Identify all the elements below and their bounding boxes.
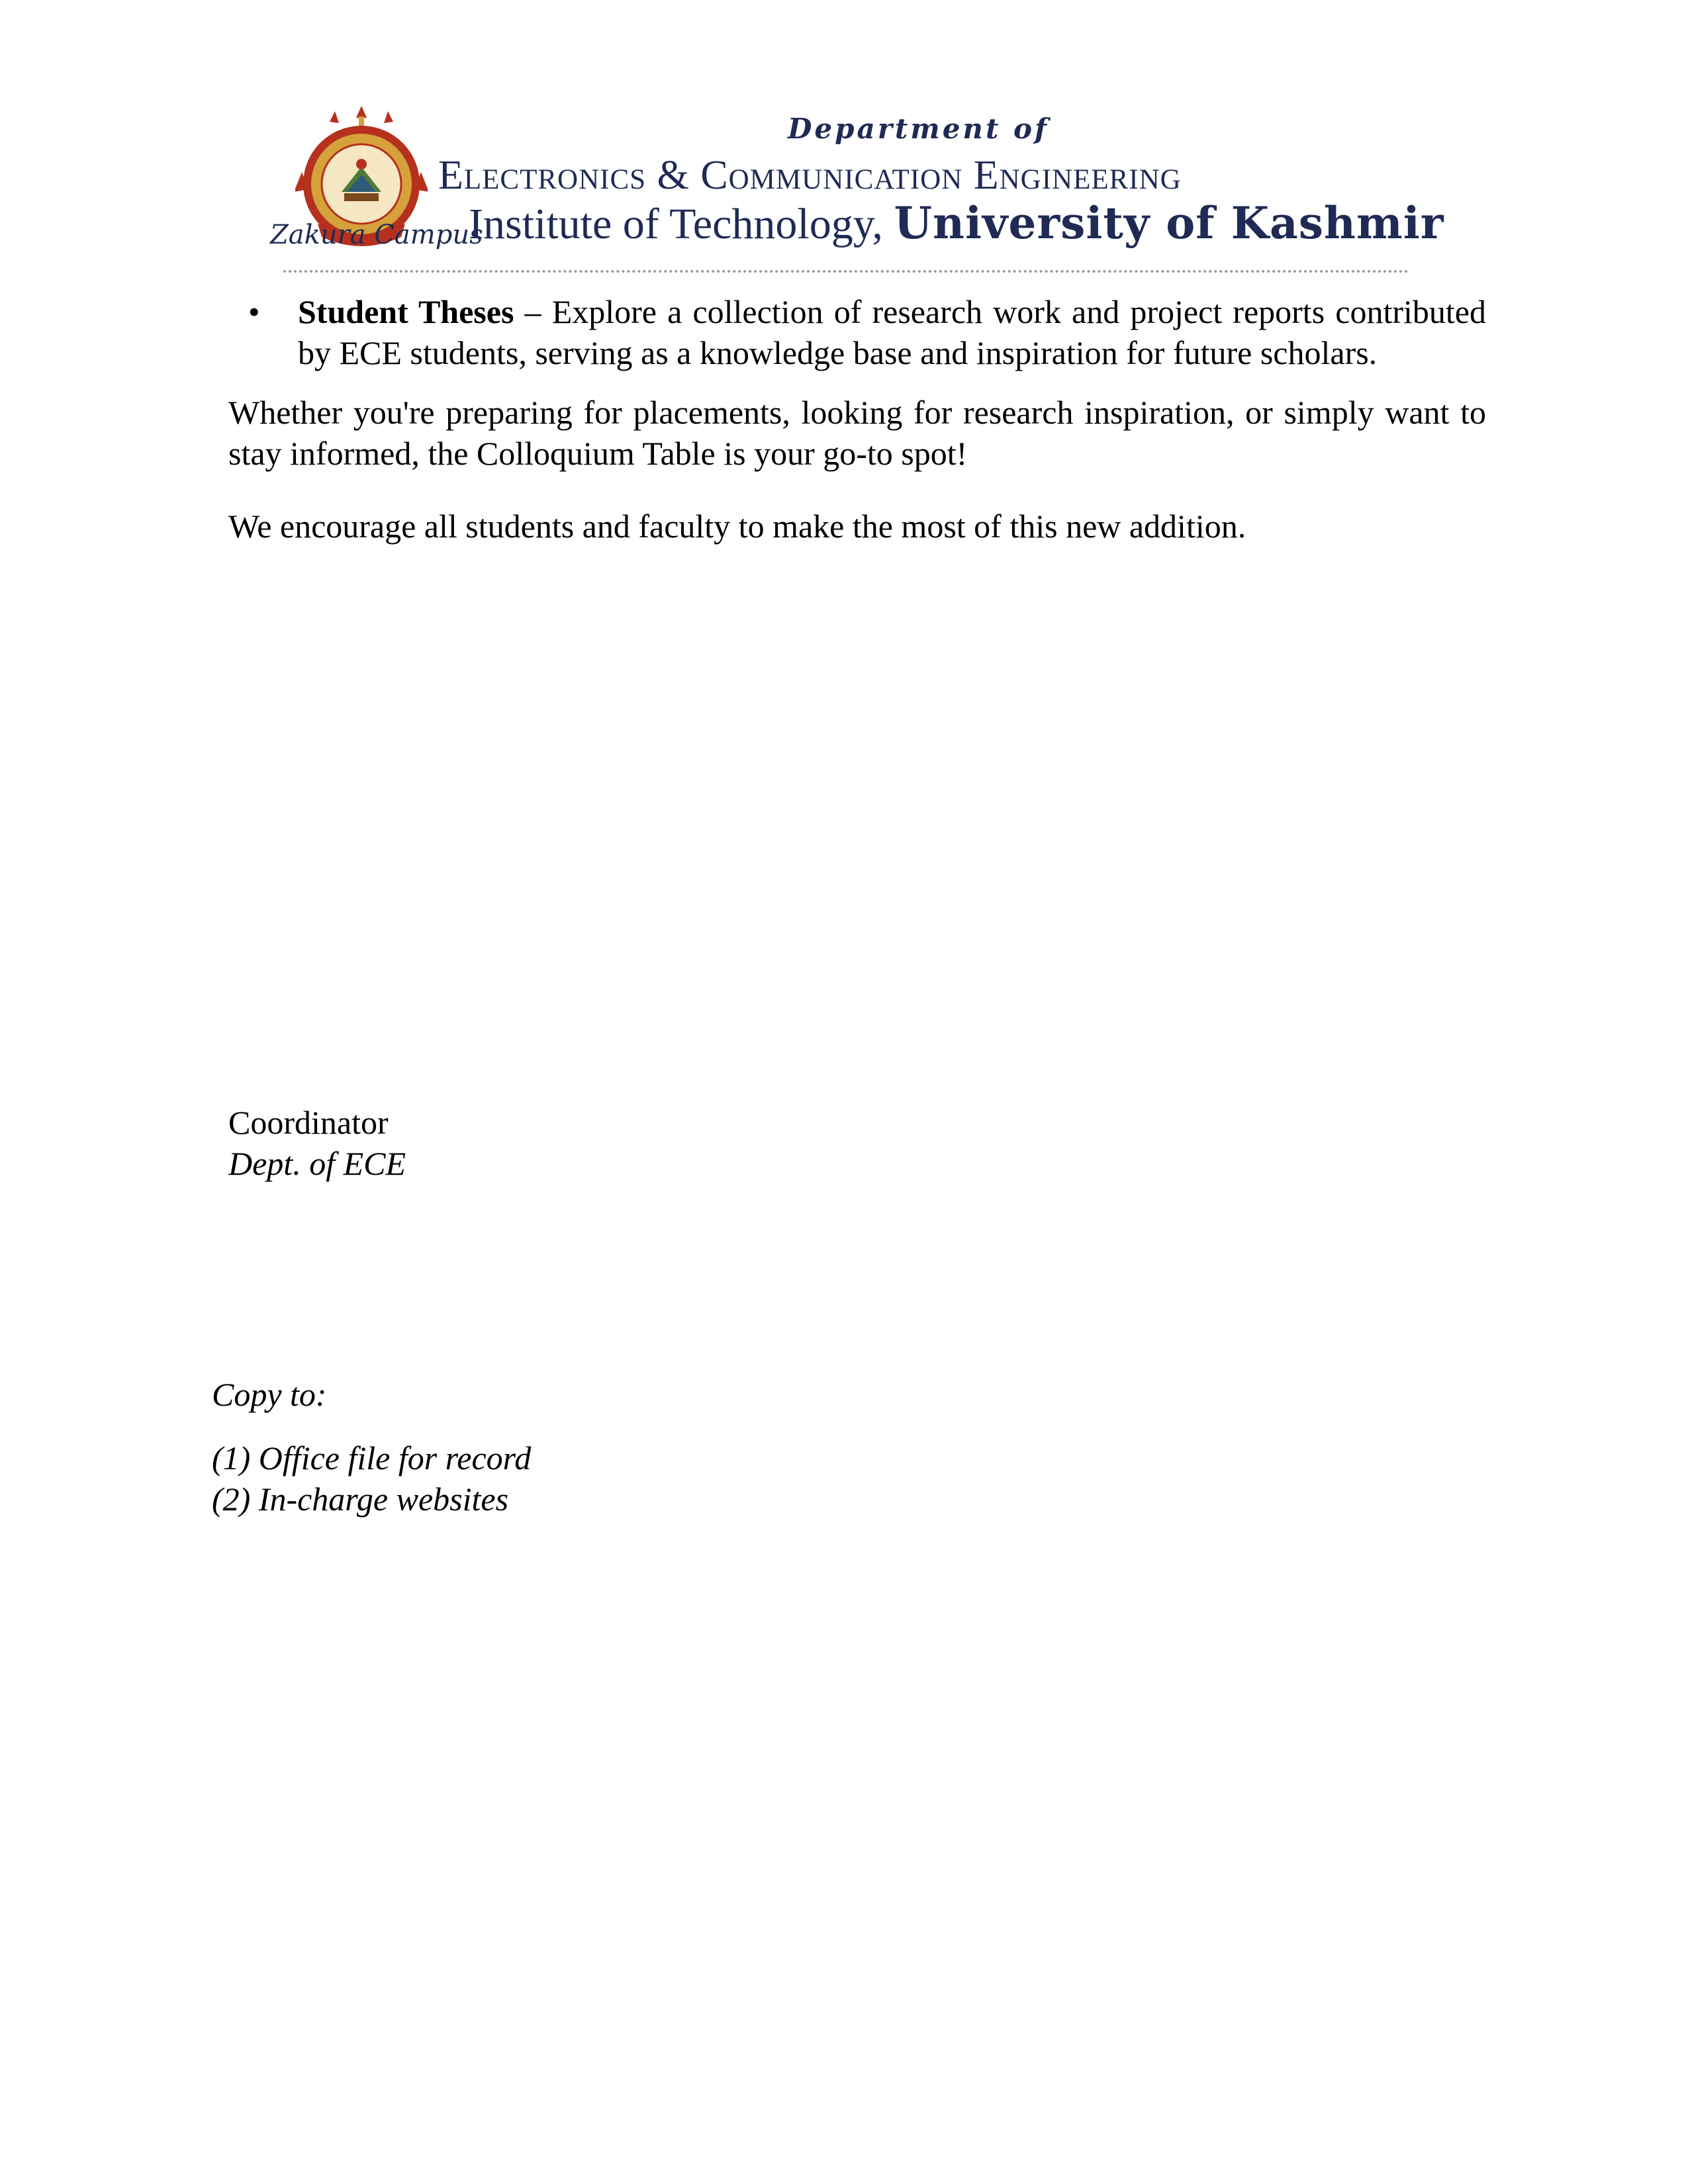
bullet-text: – Explore a collection of research work and project reports contributed by ECE students, serving as a knowledge base and inspiration for future scholars. <box>298 293 1486 371</box>
bullet-term: Student Theses <box>298 293 514 330</box>
letterhead <box>265 99 1444 278</box>
signature-block <box>228 1102 406 1184</box>
header-divider <box>283 270 1409 273</box>
department-name: Electronics & Communication Engineering <box>438 153 1182 198</box>
list-item <box>228 291 1486 373</box>
institute-line <box>469 197 1444 250</box>
bullet-icon: • <box>248 293 260 330</box>
paragraph-placements: Whether you're preparing for placements, looking for research inspiration, or simply want to stay informed, the Colloquium Table is your go-to spot! <box>228 394 1486 472</box>
bullet-list <box>228 291 1486 373</box>
institute-name: Institute of Technology, <box>469 200 883 248</box>
department-of-label: Department of <box>788 113 1050 145</box>
paragraph-encouragement: We encourage all students and faculty to make the most of this new addition. <box>228 508 1246 545</box>
signature-title: Coordinator <box>228 1104 389 1141</box>
campus-label: Zakura Campus <box>270 220 483 250</box>
signature-department: Dept. of ECE <box>228 1145 406 1182</box>
letter-body <box>228 291 1486 547</box>
list-item: (2) In-charge websites <box>212 1480 509 1518</box>
university-name: University of Kashmir <box>894 197 1444 249</box>
copy-to-list <box>212 1437 531 1520</box>
copy-to-block <box>212 1374 531 1520</box>
list-item: (1) Office file for record <box>212 1439 532 1477</box>
copy-to-heading: Copy to: <box>212 1376 327 1413</box>
